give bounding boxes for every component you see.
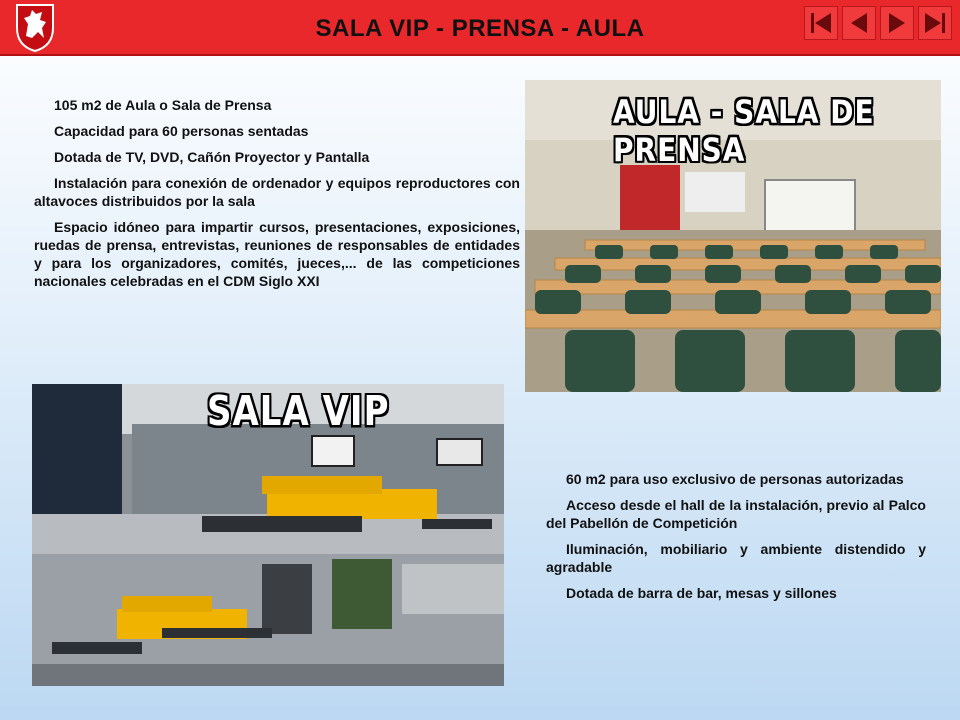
aula-text: 105 m2 de Aula o Sala de Prensa xyxy=(54,97,272,113)
last-slide-icon xyxy=(919,7,951,39)
vip-text: Acceso desde el hall de la instalación, previo al Palco del Pabellón de Competición xyxy=(546,497,926,531)
page-title: SALA VIP - PRENSA - AULA xyxy=(315,15,645,42)
first-slide-button[interactable] xyxy=(804,6,838,40)
vip-photo-caption: SALA VIP xyxy=(207,388,390,436)
vip-text: 60 m2 para uso exclusivo de personas autorizadas xyxy=(566,471,904,487)
vip-photo xyxy=(32,384,504,686)
header-bar xyxy=(0,0,960,56)
vip-text: Iluminación, mobiliario y ambiente distendido y agradable xyxy=(546,541,926,575)
aula-photo-caption: AULA - SALA DE PRENSA xyxy=(613,93,875,169)
aula-description xyxy=(34,96,520,298)
aula-text: Espacio idóneo para impartir cursos, presentaciones, exposiciones, ruedas de prensa, entrevistas, reuniones de responsables de entidades y para los organizadores, comités, jueces,... de las competiciones nacionales celebradas en el CDM Siglo XXI xyxy=(34,219,520,289)
slide-navigation xyxy=(804,6,954,40)
aula-text: Instalación para conexión de ordenador y equipos reproductores con altavoces distribuidos por la sala xyxy=(34,175,520,209)
aula-text: Dotada de TV, DVD, Cañón Proyector y Pantalla xyxy=(54,149,370,165)
vip-description xyxy=(546,470,926,610)
previous-slide-icon xyxy=(843,7,875,39)
last-slide-button[interactable] xyxy=(918,6,952,40)
next-slide-icon xyxy=(881,7,913,39)
first-slide-icon xyxy=(805,7,837,39)
aula-photo xyxy=(525,80,941,392)
previous-slide-button[interactable] xyxy=(842,6,876,40)
next-slide-button[interactable] xyxy=(880,6,914,40)
aula-text: Capacidad para 60 personas sentadas xyxy=(54,123,309,139)
vip-text: Dotada de barra de bar, mesas y sillones xyxy=(566,585,837,601)
